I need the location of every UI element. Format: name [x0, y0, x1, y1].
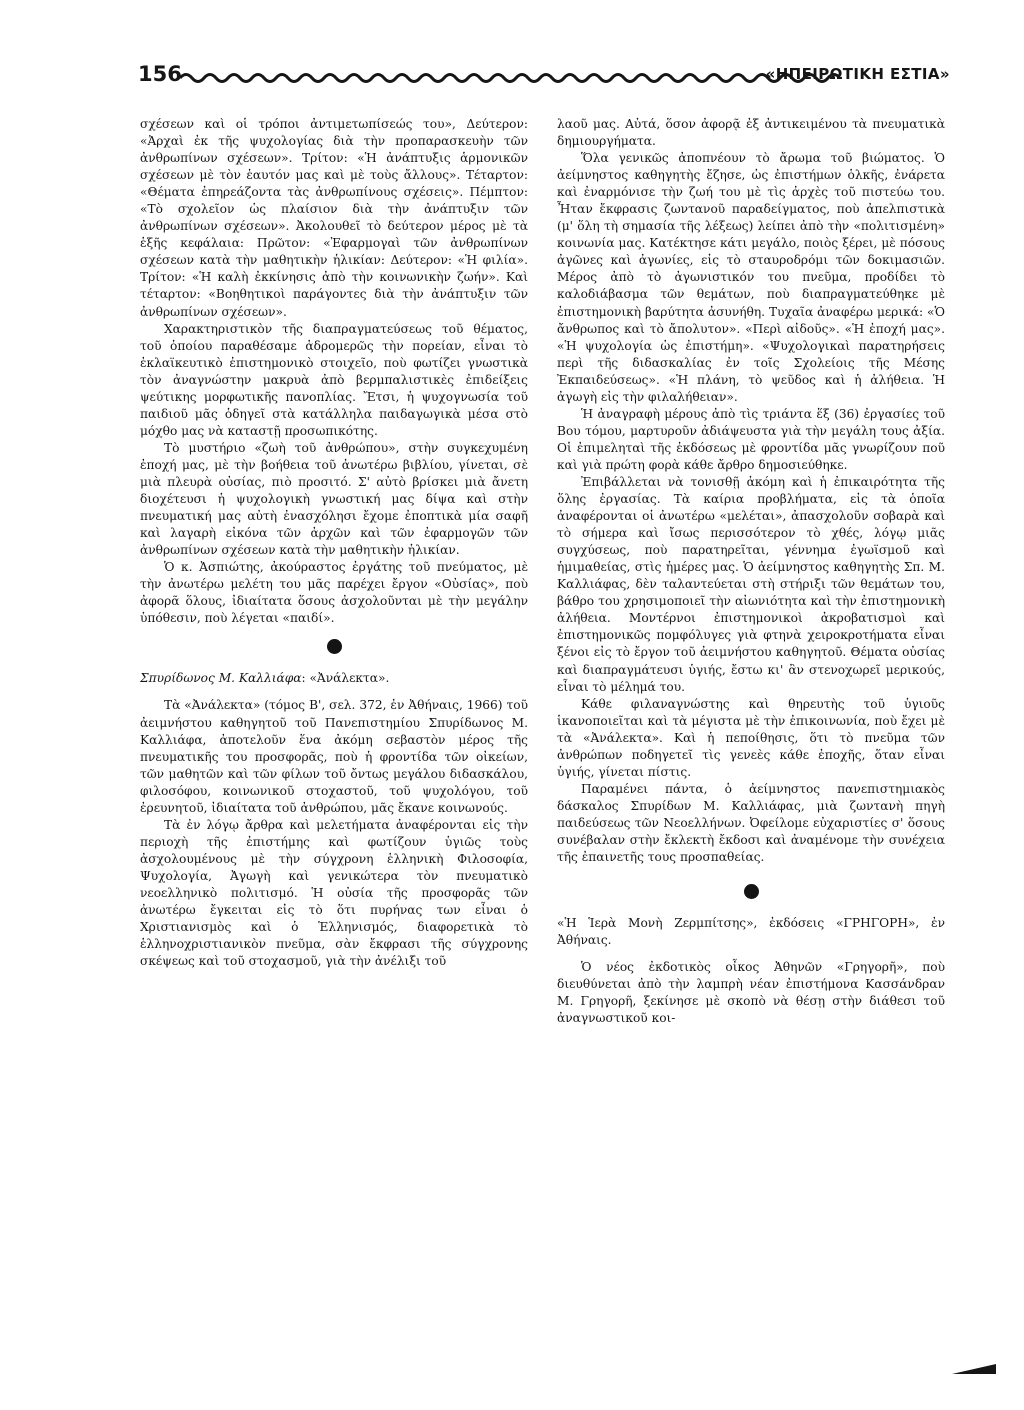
- paragraph: Ἡ ἀναγραφὴ μέρους ἀπὸ τὶς τριάντα ἕξ (36) ἐργασίες τοῦ Βου τόμου, μαρτυροῦν ἀδιάψευστα γιὰ τὴν μεγάλη τους ἀξία. Οἱ ἐπιμεληταὶ τῆς ἐκδόσεως μὲ φροντίδα μᾶς γνωρίζουν ποῦ καὶ γιὰ πρώτη φορὰ κάθε ἄρθρο δημοσιεύθηκε.: [557, 406, 945, 472]
- left-column: [140, 116, 528, 970]
- paragraph: σχέσεων καὶ οἱ τρόποι ἀντιμετωπίσεώς του», Δεύτερον: «Ἀρχαὶ ἐκ τῆς ψυχολογίας διὰ τὴν προπαρασκευὴν τῶν ἀνθρωπίνων σχέσεων». Τρίτον: «Ἡ ἀνάπτυξις ἁρμονικῶν σχέσεων μὲ τὸν ἑαυτόν μας καὶ μὲ τοὺς ἄλλους». Τέταρτον: «Θέματα ἐπηρεάζοντα τὰς ἀνθρωπίνους σχέσεις». Πέμπτον: «Τὸ σχολεῖον ὡς πλαίσιον διὰ τὴν ἀνάπτυξιν τῶν ἀνθρωπίνων σχέσεων». Ἀκολουθεῖ τὸ δεύτερον μέρος μὲ τὰ ἑξῆς κεφάλαια: Πρῶτον: «Ἐφαρμογαὶ τῶν ἀνθρωπίνων σχέσεων κατὰ τὴν μαθητικὴν ἡλικίαν: Δεύτερον: «Ἡ φιλία». Τρίτον: «Ἡ καλὴ ἐκκίνησις ἀπὸ τὴν κοινωνικὴν ζωήν». Καὶ τέταρτον: «Βοηθητικοὶ παράγοντες διὰ τὴν ἀνάπτυξιν τῶν ἀνθρωπίνων σχέσεων».: [140, 117, 528, 319]
- journal-title: «ΗΠΕΙΡΩΤΙΚΗ ΕΣΤΙΑ»: [765, 65, 950, 83]
- page-header: [138, 62, 950, 96]
- paragraph: Κάθε φιλαναγνώστης καὶ θηρευτὴς τοῦ ὑγιοῦς ἱκανοποιεῖται καὶ τὰ μέγιστα μὲ τὴν ἐπικοινωνία, ποὺ ἔχει μὲ τὰ «Ἀνάλεκτα». Καὶ ἡ πεποίθησις, ὅτι τὸ πνεῦμα τῶν ἀνθρώπων ποδηγετεῖ τὶς γενεὲς κάθε ἐποχῆς, ὅταν εἶναι ὑγιής, γίνεται πίστις.: [557, 696, 945, 779]
- paragraph: Ἐπιβάλλεται νὰ τονισθῇ ἀκόμη καὶ ἡ ἐπικαιρότητα τῆς ὅλης ἐργασίας. Τὰ καίρια προβλήματα, εἰς τὰ ὁποῖα ἀναφέρονται οἱ ἀνωτέρω «μελέται», ἀπασχολοῦν σοβαρὰ καὶ τὸ σήμερα καὶ ἴσως περισσότερον τὸ χθές, λόγῳ μιᾶς συγχύσεως, ποὺ παρατηρεῖται, γέννημα ἐγωϊσμοῦ καὶ ἡμιμαθείας, στὶς ἡμέρες μας. Ὁ ἀείμνηστος καθηγητὴς Σπ. Μ. Καλλιάφας, δὲν ταλαντεύεται στὴ στήριξι τῶν θεμάτων του, βάθρο του χρησιμοποιεῖ τὴν αἰωνιότητα καὶ τὴν ἐπιστημονικὴ ἀλήθεια. Μοντέρνοι ἐπιστημονικοὶ ἀκροβατισμοὶ καὶ ἐπιστημονικῶς πομφόλυγες γιὰ φτηνὰ χειροκροτήματα εἶναι ξένοι εἰς τὸ ἔργον τοῦ ἀειμνήστου καθηγητοῦ. Θέματα οὐσίας καὶ διαπραγμάτευσι ὑγιής, ἔστω κι' ἂν στενοχωρεῖ μερικούς, εἶναι τὸ μέλημά του.: [557, 474, 945, 694]
- page-number: 156: [138, 62, 182, 86]
- paragraph: Τὰ ἐν λόγῳ ἄρθρα καὶ μελετήματα ἀναφέρονται εἰς τὴν περιοχὴ τῆς ἐπιστήμης καὶ φωτίζουν ὑγιῶς τοὺς ἀσχολουμένους μὲ τὴν σύγχρονη ἑλληνικὴ Φιλοσοφία, Ψυχολογία, Ἀγωγὴ καὶ γενικώτερα τὸν πνευματικὸ νεοελληνικὸ πολιτισμό. Ἡ οὐσία τῆς προσφορᾶς τῶν ἀνωτέρω ἔγκειται εἰς τὸ ὅτι πυρήνας των εἶναι ὁ Χριστιανισμὸς καὶ ὁ Ἑλληνισμός, διαφορετικὰ τὸ ἑλληνοχριστιανικὸν πνεῦμα, σὰν ἔκφρασι τῆς σύγχρονης σκέψεως καὶ τοῦ στοχασμοῦ, γιὰ τὴν ἀνέλιξι τοῦ: [140, 817, 528, 969]
- section-bullet-icon: [327, 639, 342, 654]
- paragraph: Ὁ νέος ἐκδοτικὸς οἶκος Ἀθηνῶν «Γρηγορῆ», ποὺ διευθύνεται ἀπὸ τὴν λαμπρὴ νέαν ἐπιστήμονα Κασσάνδραν Μ. Γρηγορῆ, ξεκίνησε μὲ σκοπὸ νὰ θέσῃ στὴν διάθεσι τοῦ ἀναγνωστικοῦ κοι-: [557, 960, 945, 1026]
- paragraph: Ὁ κ. Ἀσπιώτης, ἀκούραστος ἐργάτης τοῦ πνεύματος, μὲ τὴν ἀνωτέρω μελέτη του μᾶς παρέχει ἔργον «Οὐσίας», ποὺ ἀφορᾶ ὅλους, ἰδιαίτατα ὅσους ἀσχολοῦνται μὲ τὴν μεγάλην ὑπόθεσιν, ποὺ λέγεται «παιδί».: [140, 560, 528, 626]
- paragraph: λαοῦ μας. Αὐτά, ὅσον ἀφορᾷ ἐξ ἀντικειμένου τὰ πνευματικὰ δημιουργήματα.: [557, 117, 945, 149]
- review-heading: «Ἡ Ἱερὰ Μονὴ Ζερμπίτσης», ἐκδόσεις «ΓΡΗΓΟΡΗ», ἐν Ἀθήναις.: [557, 916, 945, 948]
- paragraph: Παραμένει πάντα, ὁ ἀείμνηστος πανεπιστημιακὸς δάσκαλος Σπυρίδων Μ. Καλλιάφας, μιὰ ζωντανὴ πηγὴ παιδεύσεως τῶν Νεοελλήνων. Ὀφείλομε εὐχαριστίες σ' ὅσους συνέβαλαν στὴν ἔκλεκτὴ ἔκδοσι καὶ ἀναμένομε τὴν συνέχεια τῆς ἐπαινετῆς τους προσπαθείας.: [557, 781, 945, 865]
- right-column: [557, 116, 945, 1027]
- section-bullet-icon: [744, 884, 759, 899]
- review-heading: [140, 670, 528, 687]
- paragraph: Τὸ μυστήριο «ζωὴ τοῦ ἀνθρώπου», στὴν συγκεχυμένη ἐποχή μας, μὲ τὴν βοήθεια τοῦ ἀνωτέρω βιβλίου, γίνεται, σὲ μιὰ πλευρὰ οὐσίας, πιὸ προσιτό. Σ' αὐτὸ βρίσκει μιὰ ἄνετη διοχέτευσι ἡ ψυχολογικὴ γνωστική μας δίψα καὶ στὴν πνευματική μας αὐτὴ ἐνασχόλησι ἔχομε ἐποπτικὰ μία σαφῆ καὶ λαγαρὴ εἰκόνα τῶν ἀρχῶν καὶ τῶν ἐφαρμογῶν τῶν ἀνθρωπίνων σχέσεων κατὰ τὴν μαθητικὴν ἡλικίαν.: [140, 440, 528, 558]
- paragraph: Τὰ «Ἀνάλεκτα» (τόμος Β', σελ. 372, ἐν Ἀθήναις, 1966) τοῦ ἀειμνήστου καθηγητοῦ τοῦ Πανεπιστημίου Σπυρίδωνος Μ. Καλλιάφα, ἀποτελοῦν ἕνα ἀκόμη σεβαστὸν μέρος τῆς πνευματικῆς του προσφορᾶς, ποὺ ἡ φροντίδα τῶν οἰκείων, τῶν μαθητῶν καὶ τῶν φίλων τοῦ ὄντως μεγάλου διδασκάλου, φιλοσόφου, κοινωνικοῦ στοχαστοῦ, τοῦ ψυχολόγου, τοῦ ἐρευνητοῦ, ἰδιαίτατα τοῦ ἀνθρώπου, μᾶς ἔκανε κοινωνούς.: [140, 698, 528, 815]
- decorative-wave-rule: [180, 68, 840, 84]
- printer-smudge-mark: [952, 1362, 996, 1376]
- paragraph: Χαρακτηριστικὸν τῆς διαπραγματεύσεως τοῦ θέματος, τοῦ ὁποίου παραθέσαμε ἁδρομερῶς τὴν πορείαν, εἶναι τὸ ἐκλαϊκευτικὸ ἐπιστημονικὸ στοιχεῖο, ποὺ φωτίζει γνωστικὰ τὸν ἀναγνώστην μακρυὰ ἀπὸ βερμπαλιστικὲς ἐπιδείξεις ψεύτικης μορφωτικῆς πανοπλίας. Ἔτσι, ἡ ψυχογνωσία τοῦ παιδιοῦ μᾶς ὁδηγεῖ στὰ κατάλληλα παιδαγωγικὰ μέσα στὸ μόχθο μας νὰ καταστῇ προσωπικότης.: [140, 321, 528, 438]
- paragraph: Ὅλα γενικῶς ἀποπνέουν τὸ ἄρωμα τοῦ βιώματος. Ὁ ἀείμνηστος καθηγητὴς ἔζησε, ὡς ἐπιστήμων ὁλκῆς, ἐνάρετα καὶ ἐναρμόνισε τὴν ζωή του μὲ τὶς ἀρχὲς τοῦ πιστεύω του. Ἦταν ἔκφρασις ζωντανοῦ παραδείγματος, ποὺ ἀπελπιστικὰ (μ' ὅλη τὴ σημασία τῆς λέξεως) λείπει ἀπὸ τὴν «πολιτισμένη» κοινωνία μας. Κατέκτησε κάτι μεγάλο, ποιὸς ξέρει, μὲ πόσους ἀγῶνες καὶ ἀγωνίες, εἰς τὸ σταυροδρόμι τῶν δοκιμασιῶν. Μέρος ἀπὸ τὸ ἀγωνιστικόν του πνεῦμα, προδίδει τὸ καλοδιάβασμα τῶν θεμάτων, ποὺ διαπραγματεύθηκε μὲ ἐπιστημονικὴ βαρύτητα ἀσυνήθη. Τυχαῖα ἀναφέρω μερικά: «Ὁ ἄνθρωπος καὶ τὸ ἄπολυτον». «Περὶ αἰδοῦς». «Ἡ ἐποχή μας». «Ἡ ψυχολογία ὡς ἐπιστήμη». «Ψυχολογικαὶ παρατηρήσεις περὶ τῆς διδασκαλίας ἐν τοῖς Σχολείοις τῆς Μέσης Ἐκπαιδεύσεως». «Ἡ πλάνη, τὸ ψεῦδος καὶ ἡ ἀλήθεια. Ἡ ἀγωγὴ εἰς τὴν φιλαλήθειαν».: [557, 151, 945, 404]
- review-author: Σπυρίδωνος Μ. Καλλιάφα: [140, 671, 302, 686]
- review-work-title: : «Ἀνάλεκτα».: [301, 671, 390, 686]
